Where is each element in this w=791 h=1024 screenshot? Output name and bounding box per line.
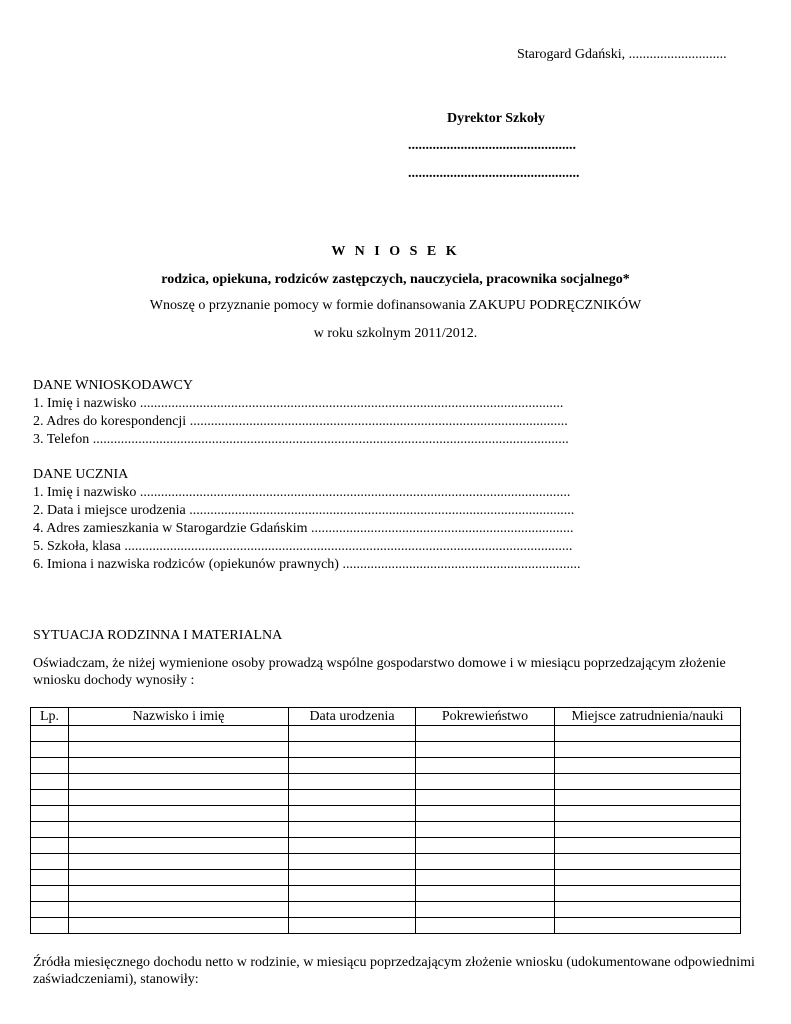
applicant-phone-field: 3. Telefon ........................................................................................................................................ (33, 432, 569, 447)
col-header-birthdate: Data urodzenia (289, 708, 416, 726)
student-birth-field: 2. Data i miejsce urodzenia .............................................................................................................. (33, 503, 575, 518)
request-statement: Wnoszę o przyznanie pomocy w formie dofinansowania ZAKUPU PODRĘCZNIKÓW (149, 298, 642, 313)
addressee-line-2: ................................................. (408, 166, 580, 181)
place-date-line: Starogard Gdański, ............................ (517, 47, 727, 62)
student-name-field: 1. Imię i nazwisko ........................................................................................................................... (33, 485, 571, 500)
col-header-name: Nazwisko i imię (69, 708, 289, 726)
table-row (31, 838, 741, 854)
col-header-relation: Pokrewieństwo (416, 708, 555, 726)
family-declaration: Oświadczam, że niżej wymienione osoby prowadzą wspólne gospodarstwo domowe i w miesiącu poprzedzającym złożenie wniosku dochody wynosiły : (33, 656, 726, 688)
table-row (31, 886, 741, 902)
family-heading: SYTUACJA RODZINNA I MATERIALNA (33, 628, 283, 643)
document-subtitle: rodzica, opiekuna, rodziców zastępczych, nauczyciela, pracownika socjalnego* (161, 272, 630, 287)
student-parents-field: 6. Imiona i nazwiska rodziców (opiekunów prawnych) .................................................................... (33, 557, 581, 572)
student-school-field: 5. Szkoła, klasa ................................................................................................................................ (33, 539, 573, 554)
table-row (31, 774, 741, 790)
addressee-title: Dyrektor Szkoły (447, 111, 545, 126)
applicant-name-field: 1. Imię i nazwisko ......................................................................................................................... (33, 396, 564, 411)
table-header-row (31, 708, 741, 726)
table-row (31, 918, 741, 934)
addressee-line-1: ................................................ (408, 138, 576, 153)
table-row (31, 742, 741, 758)
table-row (31, 854, 741, 870)
table-row (31, 790, 741, 806)
school-year: w roku szkolnym 2011/2012. (313, 326, 478, 341)
household-table (30, 707, 741, 934)
table-row (31, 870, 741, 886)
table-row (31, 806, 741, 822)
student-heading: DANE UCZNIA (33, 467, 129, 482)
income-sources-text: Źródła miesięcznego dochodu netto w rodzinie, w miesiącu poprzedzającym złożenie wniosku (udokumentowane odpowiednimi zaświadczeniami), stanowiły: (33, 955, 755, 987)
col-header-workplace: Miejsce zatrudnienia/nauki (555, 708, 741, 726)
applicant-heading: DANE WNIOSKODAWCY (33, 378, 193, 393)
table-row (31, 902, 741, 918)
applicant-address-field: 2. Adres do korespondencji ............................................................................................................ (33, 414, 568, 429)
col-header-lp: Lp. (31, 708, 69, 726)
student-address-field: 4. Adres zamieszkania w Starogardzie Gdańskim ........................................................................... (33, 521, 574, 536)
table-row (31, 726, 741, 742)
document-title: W N I O S E K (331, 244, 460, 259)
table-row (31, 758, 741, 774)
table-row (31, 822, 741, 838)
